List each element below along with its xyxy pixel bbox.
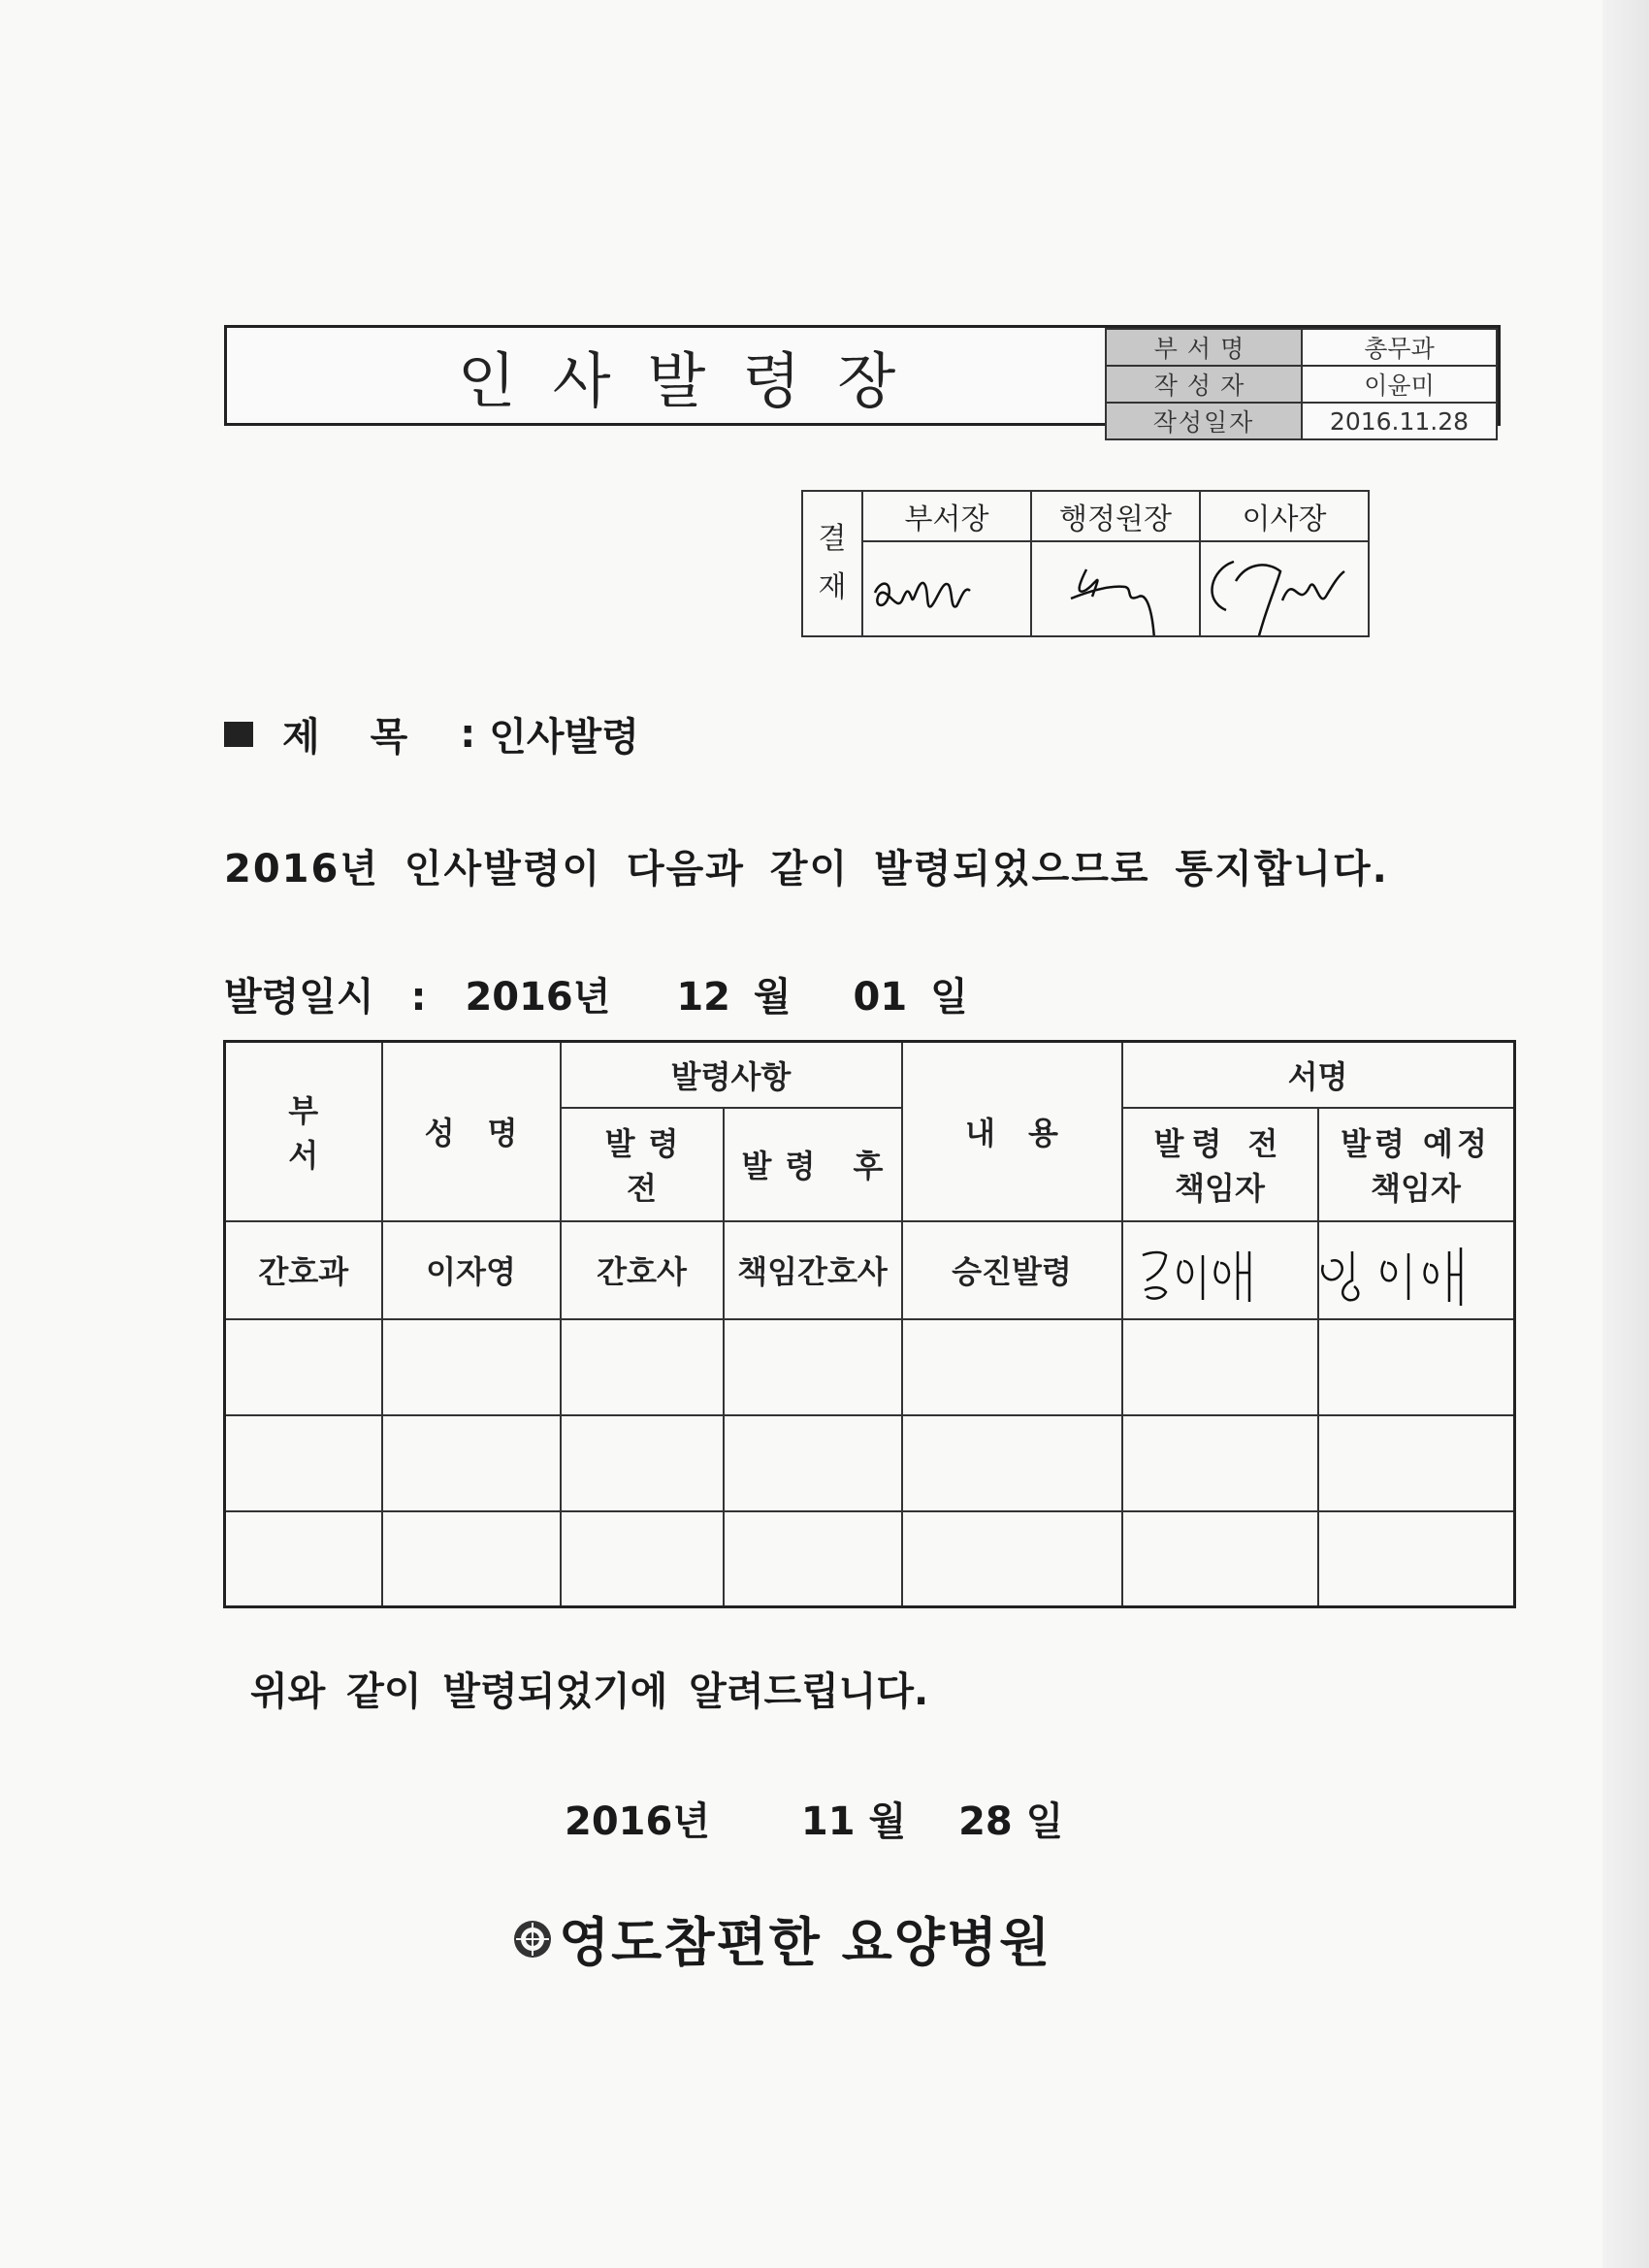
meta-label-author: 작성자 xyxy=(1106,366,1302,403)
header-content: 내용 xyxy=(902,1042,1122,1221)
table-row xyxy=(225,1511,1515,1607)
header-sign-before-line2: 책임자 xyxy=(1175,1170,1265,1207)
header-sign-before-line1: 발령 전 xyxy=(1153,1125,1286,1162)
table-row xyxy=(225,1221,1515,1319)
issue-date xyxy=(565,1791,1090,1846)
document-title: 인사발령장 xyxy=(457,344,933,416)
page-edge xyxy=(1602,0,1649,2268)
header-sign-after-line2: 책임자 xyxy=(1371,1170,1461,1207)
cell-after: 책임간호사 xyxy=(724,1221,902,1319)
meta-value-author: 이윤미 xyxy=(1302,366,1497,403)
empty-cell xyxy=(382,1319,561,1415)
effective-date-label: 발령일시 xyxy=(224,975,374,1020)
header-before: 발령 전 xyxy=(561,1108,724,1221)
notice-text: 2016년 인사발령이 다음과 같이 발령되었으므로 통지합니다. xyxy=(224,847,1389,891)
approval-signature-admin-director xyxy=(1031,541,1200,636)
bullet-square-icon xyxy=(224,722,253,747)
empty-cell xyxy=(1122,1511,1318,1607)
effective-date-day: 01 일 xyxy=(853,975,968,1020)
meta-label-dept: 부서명 xyxy=(1106,329,1302,366)
organization-signature xyxy=(512,1901,1051,1976)
effective-date-month: 12 월 xyxy=(676,975,792,1020)
meta-value-date: 2016.11.28 xyxy=(1302,403,1497,439)
cell-dept: 간호과 xyxy=(225,1221,382,1319)
approval-box xyxy=(801,490,1370,637)
signature-dept-head xyxy=(863,542,1030,635)
closing-text: 위와 같이 발령되었기에 알려드립니다. xyxy=(250,1669,929,1714)
meta-value-dept: 총무과 xyxy=(1302,329,1497,366)
effective-date-separator: : xyxy=(410,975,427,1020)
signature-after-manager xyxy=(1319,1222,1513,1318)
empty-cell xyxy=(902,1511,1122,1607)
empty-cell xyxy=(225,1319,382,1415)
approval-role-chairman: 이사장 xyxy=(1200,491,1369,541)
empty-cell xyxy=(724,1319,902,1415)
empty-cell xyxy=(1122,1415,1318,1511)
header-sign-after-line1: 발령 예정 xyxy=(1341,1125,1491,1162)
cell-before: 간호사 xyxy=(561,1221,724,1319)
header-dept: 부서 xyxy=(225,1042,382,1221)
issue-date-month: 11 월 xyxy=(800,1799,907,1844)
meta-table xyxy=(1105,328,1498,440)
signature-before-manager xyxy=(1123,1222,1317,1318)
issue-date-day: 28 일 xyxy=(958,1799,1064,1844)
issue-date-year: 2016년 xyxy=(565,1799,710,1844)
header-sign-after xyxy=(1318,1108,1515,1221)
subject-label: 제목 xyxy=(282,715,459,760)
header-name: 성명 xyxy=(382,1042,561,1221)
subject-separator: : xyxy=(460,711,476,757)
empty-cell xyxy=(724,1415,902,1511)
empty-cell xyxy=(1318,1415,1515,1511)
personnel-order-table xyxy=(223,1040,1516,1608)
empty-cell xyxy=(902,1415,1122,1511)
approval-signature-chairman xyxy=(1200,541,1369,636)
header-after: 발령 후 xyxy=(724,1108,902,1221)
table-row xyxy=(225,1319,1515,1415)
empty-cell xyxy=(561,1511,724,1607)
table-row xyxy=(225,1415,1515,1511)
empty-cell xyxy=(382,1415,561,1511)
approval-signature-dept-head xyxy=(862,541,1031,636)
empty-cell xyxy=(1318,1319,1515,1415)
meta-label-date: 작성일자 xyxy=(1106,403,1302,439)
approval-label xyxy=(802,491,862,636)
effective-date-year: 2016년 xyxy=(465,975,611,1020)
cell-sign-after xyxy=(1318,1221,1515,1319)
empty-cell xyxy=(1318,1511,1515,1607)
hospital-logo-icon xyxy=(512,1919,553,1960)
signature-chairman xyxy=(1201,542,1368,635)
signature-admin-director xyxy=(1032,542,1199,635)
empty-cell xyxy=(561,1319,724,1415)
empty-cell xyxy=(724,1511,902,1607)
approval-label-text: 결재 xyxy=(818,522,847,604)
header-order: 발령사항 xyxy=(561,1042,902,1108)
empty-cell xyxy=(225,1415,382,1511)
header-sign: 서명 xyxy=(1122,1042,1515,1108)
cell-name: 이자영 xyxy=(382,1221,561,1319)
approval-role-dept-head: 부서장 xyxy=(862,491,1031,541)
cell-content: 승진발령 xyxy=(902,1221,1122,1319)
empty-cell xyxy=(561,1415,724,1511)
organization-name: 영도참편한 요양병원 xyxy=(559,1912,1052,1973)
empty-cell xyxy=(382,1511,561,1607)
subject-value: 인사발령 xyxy=(489,715,639,760)
cell-sign-before xyxy=(1122,1221,1318,1319)
empty-cell xyxy=(225,1511,382,1607)
empty-cell xyxy=(1122,1319,1318,1415)
subject-line xyxy=(224,706,639,761)
document-header xyxy=(224,325,1501,437)
empty-cell xyxy=(902,1319,1122,1415)
effective-date-line xyxy=(224,966,989,1021)
approval-role-admin-director: 행정원장 xyxy=(1031,491,1200,541)
header-sign-before xyxy=(1122,1108,1318,1221)
